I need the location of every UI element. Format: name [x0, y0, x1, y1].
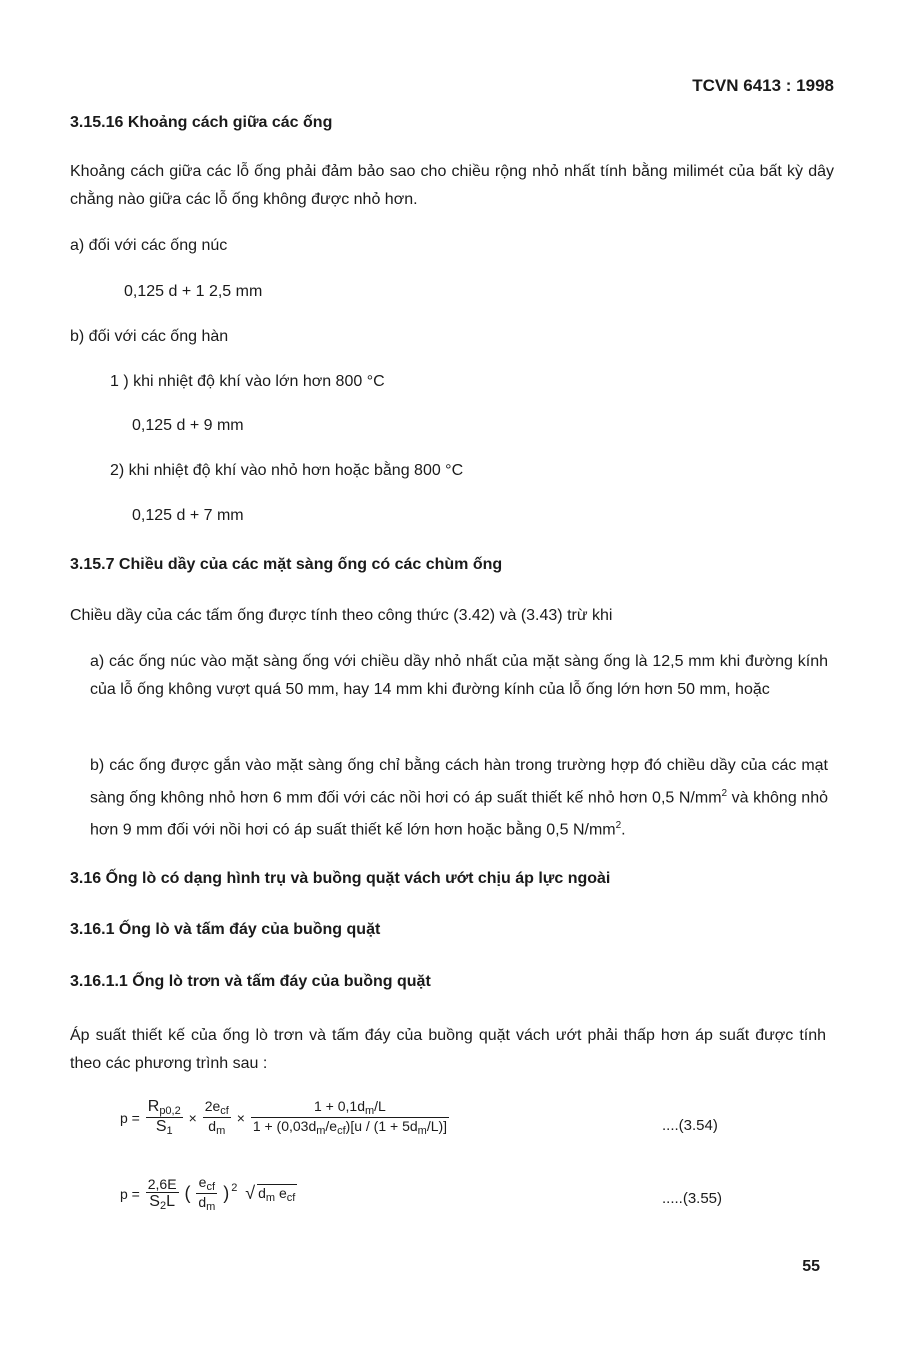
eq1-d: d: [208, 1118, 217, 1134]
eq1-times-1: ×: [188, 1109, 197, 1126]
section-heading-3-15-7: 3.15.7 Chiều dầy của các mặt sàng ống có các chùm ống: [70, 556, 503, 573]
page-number: 55: [802, 1258, 820, 1275]
eq2-sqrt-symbol: √: [245, 1183, 256, 1203]
eq2-d: d: [198, 1194, 207, 1210]
paragraph-thickness-b: [90, 752, 828, 845]
eq1-cf: cf: [220, 1105, 229, 1117]
item-a-formula: 0,125 d + 1 2,5 mm: [124, 283, 263, 300]
section-heading-3-15-16: 3.15.16 Khoảng cách giữa các ống: [70, 114, 333, 131]
eq2-m: m: [206, 1201, 216, 1213]
equation-number-3-55: .....(3.55): [662, 1190, 723, 1207]
eq1-den-sub1: m: [316, 1125, 326, 1137]
eq1-den-a: 1 + (0,03d: [252, 1118, 317, 1134]
eq2-numerator: 2,6E: [147, 1175, 177, 1192]
eq1-fraction-main: [251, 1098, 449, 1137]
item-a-label: a) đối với các ống núc: [70, 237, 228, 254]
item-b-label: b) đối với các ống hàn: [70, 328, 229, 345]
eq1-numerator-sub: m: [365, 1105, 375, 1117]
paragraph-design-pressure: Áp suất thiết kế của ống lò trơn và tấm đáy của buồng quặt vách ướt phải thấp hơn áp suất được tính theo các phương trình sau :: [70, 1027, 826, 1072]
item-b1-formula: 0,125 d + 9 mm: [132, 417, 244, 434]
section-heading-3-16-1: 3.16.1 Ống lò và tấm đáy của buồng quặt: [70, 921, 381, 938]
eq2-s-sub: 2: [159, 1199, 167, 1212]
paragraph-spacing-intro: Khoảng cách giữa các lỗ ống phải đảm bảo sao cho chiều rộng nhỏ nhất tính bằng milimét của bất kỳ dây chằng nào giữa các lỗ ống không được nhỏ hơn.: [70, 163, 834, 208]
eq1-fraction-e-over-d: [203, 1098, 231, 1137]
eq1-lhs: p =: [120, 1109, 140, 1126]
eq2-power: 2: [231, 1182, 238, 1195]
eq2-cf: cf: [206, 1181, 215, 1193]
eq1-two-e: 2e: [204, 1098, 221, 1114]
eq2-s: S: [149, 1192, 160, 1210]
eq2-l: L: [166, 1192, 175, 1210]
squared-superscript: 2: [615, 820, 622, 832]
equation-3-54: [118, 1098, 449, 1137]
eq1-s: S: [155, 1118, 167, 1135]
paragraph-thickness-a: a) các ống núc vào mặt sàng ống với chiều dầy nhỏ nhất của mặt sàng ống là 12,5 mm khi đường kính của lỗ ống không vượt quá 50 mm, hay 14 mm khi đường kính của lỗ ống lớn hơn 50 mm, hoặc: [90, 653, 828, 698]
equation-number-3-54: ....(3.54): [662, 1117, 718, 1134]
equation-3-55: p = $\frac{2,6E}{S_2L}$ ( $\frac{e_{cf}}{d_m}$ ) $^2$ √ $d_m$ $e_{cf}$: [120, 1174, 296, 1213]
standard-code-header: TCVN 6413 : 1998: [692, 76, 834, 95]
eq1-m: m: [216, 1125, 226, 1137]
squared-superscript: 2: [721, 788, 728, 799]
eq1-den-d: /L)]: [426, 1118, 448, 1134]
paragraph-thickness-b-part2: và không nhỏ hơn 9 mm đối với nồi hơi có áp suất thiết kế lớn hơn hoặc bằng 0,5 N/mm: [90, 789, 828, 839]
eq1-r: R: [147, 1098, 160, 1115]
eq2-fraction-e-over-d: [196, 1174, 217, 1213]
eq1-times-2: ×: [236, 1109, 245, 1126]
eq1-fraction-r-over-s: [146, 1098, 183, 1137]
eq1-den-sub2: cf: [337, 1125, 346, 1137]
eq1-s-sub: 1: [166, 1125, 173, 1137]
section-heading-3-16: 3.16 Ống lò có dạng hình trụ và buồng quặt vách ướt chịu áp lực ngoài: [70, 870, 611, 887]
eq1-numerator-tail: /L: [374, 1098, 386, 1114]
eq2-radicand: $d_m$ $e_{cf}$: [258, 1184, 296, 1204]
item-b2-label: 2) khi nhiệt độ khí vào nhỏ hơn hoặc bằng 800 °C: [110, 462, 464, 479]
eq1-den-b: /e: [325, 1118, 338, 1134]
eq1-numerator: 1 + 0,1d: [314, 1098, 365, 1114]
item-b2-formula: 0,125 d + 7 mm: [132, 507, 244, 524]
paragraph-thickness-intro: Chiều dầy của các tấm ống được tính theo công thức (3.42) và (3.43) trừ khi: [70, 607, 613, 624]
eq2-fraction-e-over-sl: [146, 1176, 179, 1212]
eq2-lhs: p =: [120, 1185, 140, 1202]
paragraph-thickness-b-part3: .: [621, 821, 626, 839]
section-heading-3-16-1-1: 3.16.1.1 Ống lò trơn và tấm đáy của buồng quặt: [70, 973, 431, 990]
eq1-den-c: )[u / (1 + 5d: [345, 1118, 418, 1134]
paragraph-thickness-b-part1: b) các ống được gắn vào mặt sàng ống chỉ bằng cách hàn trong trường hợp đó chiều dầy của các mạt sàng ống không nhỏ hơn 6 mm đối với các nồi hơi có áp suất thiết kế nhỏ hơn 0,5 N/mm: [90, 757, 828, 807]
eq1-den-sub3: m: [417, 1125, 427, 1137]
item-b1-label: 1 ) khi nhiệt độ khí vào lớn hơn 800 °C: [110, 373, 385, 390]
eq2-e: e: [198, 1174, 207, 1190]
eq1-r-sub: p0,2: [159, 1105, 181, 1117]
